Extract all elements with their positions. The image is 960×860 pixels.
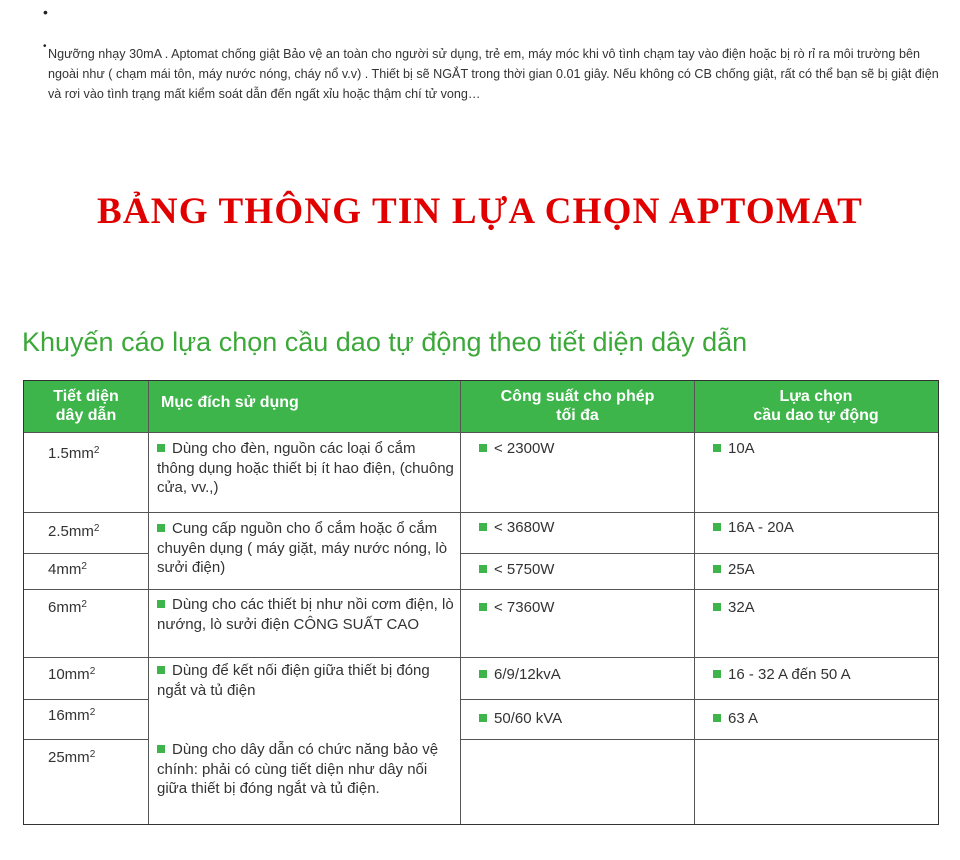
row-divider — [24, 553, 148, 554]
green-bullet-icon — [157, 600, 165, 608]
green-bullet-icon — [479, 670, 487, 678]
breaker-cell: 16A - 20A — [713, 518, 794, 538]
power-cell: 6/9/12kvA — [479, 665, 561, 685]
purpose-cell: Cung cấp nguồn cho ổ cắm hoặc ổ cắm chuyên dụng ( máy giặt, máy nước nóng, lò sưởi điện) — [157, 520, 448, 576]
page-title: BẢNG THÔNG TIN LỰA CHỌN APTOMAT — [97, 191, 863, 232]
breaker-cell: 63 A — [713, 709, 758, 729]
green-bullet-icon — [157, 524, 165, 532]
green-bullet-icon — [157, 745, 165, 753]
breaker-cell: 25A — [713, 560, 755, 580]
green-bullet-icon — [157, 666, 165, 674]
bullet-top: • — [43, 4, 48, 20]
green-bullet-icon — [713, 670, 721, 678]
power-cell: < 5750W — [479, 560, 554, 580]
col-divider — [460, 381, 461, 824]
green-bullet-icon — [479, 444, 487, 452]
size-cell: $2.5mm^2$ — [48, 523, 100, 540]
power-cell: < 7360W — [479, 598, 554, 618]
green-bullet-icon — [713, 603, 721, 611]
row-divider — [460, 553, 938, 554]
green-bullet-icon — [479, 603, 487, 611]
row-divider — [24, 657, 938, 658]
header-breaker: Lựa chọn cầu dao tự động — [694, 387, 938, 425]
row-divider — [24, 739, 148, 740]
row-divider — [24, 699, 148, 700]
breaker-cell: 32A — [713, 598, 755, 618]
size-cell: $25mm^2$ — [48, 749, 96, 766]
green-bullet-icon — [713, 565, 721, 573]
table-caption: Khuyến cáo lựa chọn cầu dao tự động theo tiết diện dây dẫn — [22, 327, 748, 357]
green-bullet-icon — [479, 565, 487, 573]
col-divider — [694, 381, 695, 824]
header-power: Công suất cho phép tối đa — [461, 387, 694, 425]
row-divider — [460, 739, 938, 740]
power-cell: < 2300W — [479, 439, 554, 459]
breaker-selection-table — [23, 380, 939, 825]
green-bullet-icon — [713, 523, 721, 531]
bullet-intro: • — [43, 41, 47, 52]
row-divider — [24, 512, 938, 513]
col-divider — [148, 381, 149, 824]
header-size: Tiết diện dây dẫn — [24, 387, 148, 425]
power-cell: < 3680W — [479, 518, 554, 538]
green-bullet-icon — [157, 444, 165, 452]
size-cell: $4mm^2$ — [48, 561, 87, 578]
intro-paragraph: Ngưỡng nhạy 30mA . Aptomat chống giật Bảo vệ an toàn cho người sử dụng, trẻ em, máy móc khi vô tình chạm tay vào điện hoặc bị rò rỉ ra môi trường bên ngoài như ( chạm mái tôn, máy nước nóng, cháy nổ v.v) . Thiết bị sẽ NGẮT trong thời gian 0.01 giây. Nếu không có CB chống giật, rất có thể bạn sẽ bị giật điện và rơi vào tình trạng mất kiểm soát dẫn đến ngất xỉu hoặc thậm chí tử vong… — [48, 47, 939, 101]
purpose-cell: Dùng cho dây dẫn có chức năng bảo vệ chính: phải có cùng tiết diện như dây nối giữa thiết bị đóng ngắt và tủ điện. — [157, 741, 439, 797]
green-bullet-icon — [479, 523, 487, 531]
power-cell: 50/60 kVA — [479, 709, 562, 729]
row-divider — [24, 432, 938, 433]
size-cell: $1.5mm^2$ — [48, 445, 100, 462]
row-divider — [24, 589, 938, 590]
breaker-cell: 16 - 32 A đến 50 A — [713, 665, 851, 685]
size-cell: $16mm^2$ — [48, 707, 96, 724]
size-cell: $6mm^2$ — [48, 599, 87, 616]
green-bullet-icon — [713, 444, 721, 452]
purpose-cell: Dùng cho các thiết bị như nồi cơm điện, lò nướng, lò sưởi điện CÔNG SUẤT CAO — [157, 596, 454, 633]
header-purpose: Mục đích sử dụng — [161, 393, 461, 412]
green-bullet-icon — [713, 714, 721, 722]
green-bullet-icon — [479, 714, 487, 722]
breaker-cell: 10A — [713, 439, 755, 459]
size-cell: $10mm^2$ — [48, 666, 96, 683]
row-divider — [460, 699, 938, 700]
purpose-cell: Dùng để kết nối điện giữa thiết bị đóng ngắt và tủ điện — [157, 662, 430, 699]
purpose-cell: Dùng cho đèn, nguồn các loại ổ cắm thông dụng hoặc thiết bị ít hao điện, (chuông cửa, vv.,) — [157, 440, 454, 496]
